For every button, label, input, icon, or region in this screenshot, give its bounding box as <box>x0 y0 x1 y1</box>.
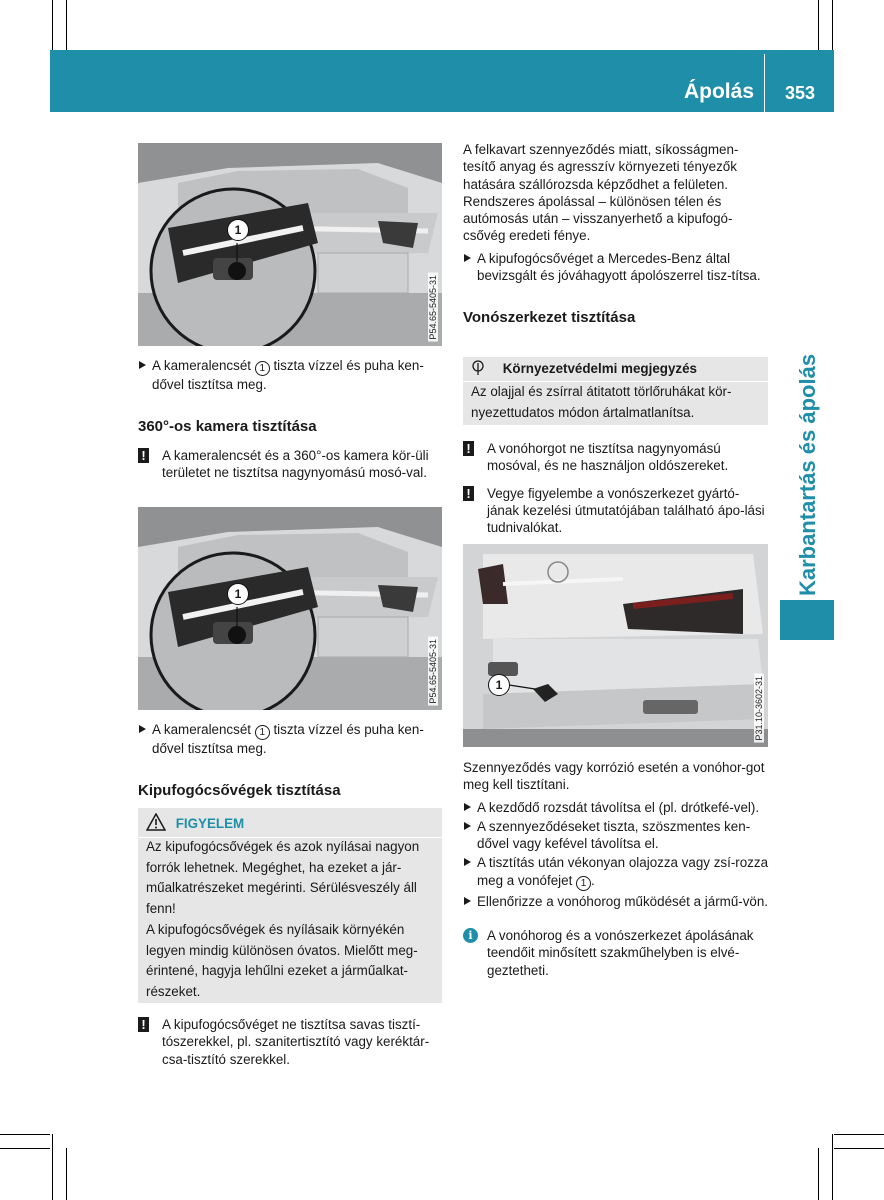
notice-text: Vegye figyelembe a vonószerkezet gyártó-jának kezelési útmutatójában található ápo-lási tudnivalókat. <box>487 485 765 536</box>
rear-camera-photo <box>138 143 442 346</box>
list-item: A szennyeződéseket tiszta, szöszmentes ken-dővel vagy kefével távolítsa el. <box>463 818 769 853</box>
exclamation-icon: ! <box>463 486 474 501</box>
list-item: A kezdődő rozsdát távolítsa el (pl. drótkefé-vel). <box>463 799 769 816</box>
text-span: tiszta vízzel és puha ken-dővel tisztítsa meg. <box>152 722 424 756</box>
section-heading-exhaust: Kipufogócsővégek tisztítása <box>138 782 341 800</box>
side-tab-label: Karbantartás és ápolás <box>795 353 820 597</box>
rear-camera-photo-2 <box>138 507 442 710</box>
notice-item <box>463 485 769 537</box>
page-title: Ápolás <box>683 80 754 103</box>
notice-item <box>463 440 769 475</box>
warning-header <box>146 813 244 833</box>
list-item <box>463 854 769 890</box>
ref-1-marker: 1 <box>576 876 591 891</box>
crop-mark <box>0 1134 50 1135</box>
section-heading-tow-hitch: Vonószerkezet tisztítása <box>463 309 636 327</box>
notice-text: A kipufogócsővéget ne tisztítsa savas tisztí-tószerekkel, pl. szanitertisztító vagy keréktár-csa-tisztító szerekkel. <box>162 1017 430 1067</box>
crop-mark <box>818 0 819 50</box>
env-note-header <box>471 359 697 380</box>
callout-1: 1 <box>488 674 510 696</box>
tow-hitch-photo <box>463 544 768 747</box>
ref-1-marker: 1 <box>255 725 270 740</box>
list-item: Ellenőrizze a vonóhorog működését a jármű-vön. <box>463 893 769 910</box>
exclamation-icon: ! <box>138 1017 149 1032</box>
left-column-lower <box>138 721 443 800</box>
env-note-title: Környezetvédelmi megjegyzés <box>502 361 697 376</box>
notice-text: A vonóhorgot ne tisztítsa nagynyomású mosóval, és ne használjon oldószereket. <box>487 441 729 474</box>
exclamation-icon: ! <box>463 441 474 456</box>
crop-mark <box>832 0 833 50</box>
callout-1: 1 <box>227 219 249 241</box>
notice-item <box>138 447 443 482</box>
text-span: A kameralencsét <box>152 358 255 373</box>
ref-1-marker: 1 <box>255 361 270 376</box>
info-text: A vonóhorog és a vonószerkezet ápolásának teendőit minősített szakműhelyben is elvé-geztetheti. <box>487 928 754 978</box>
left-column-bottom <box>138 1016 443 1068</box>
crop-mark <box>832 1134 833 1200</box>
environment-note-box <box>463 357 768 425</box>
right-column-notices <box>463 440 769 536</box>
header-divider <box>764 54 765 112</box>
side-tab-marker <box>780 600 834 640</box>
leaf-icon <box>471 360 485 376</box>
section-heading-360-camera: 360°-os kamera tisztítása <box>138 418 317 436</box>
text-span: A kameralencsét <box>152 722 255 737</box>
image-code: P54.65-5405-31 <box>428 275 438 340</box>
info-icon: i <box>463 928 478 943</box>
car-rear-illustration <box>138 507 442 710</box>
warning-triangle-icon <box>146 813 166 831</box>
left-column <box>138 357 443 481</box>
notice-item <box>138 1016 443 1068</box>
intro-paragraph: A felkavart szennyeződés miatt, síkosságmen-tesítő anyag és agresszív környezeti tényezők hatására szállórozsda képződhet a felületen. Rendszeres ápolással – különösen télen és autómosás után – visszanyerhető a kipufogó-csővég eredeti fénye. <box>463 142 739 244</box>
text-span: tiszta vízzel és puha ken-dővel tisztítsa meg. <box>152 358 424 392</box>
list-item <box>138 721 443 757</box>
car-rear-towbar-illustration <box>463 544 768 747</box>
warning-text-1: Az kipufogócsővégek és azok nyílásai nagyon forrók lehetnek. Megéghet, ha ezeket a jár-műalkatrészeket megérinti. Sérülésveszély áll fenn! <box>146 839 420 916</box>
text-span: A tisztítás után vékonyan olajozza vagy zsí-rozza meg a vonófejet <box>477 855 769 888</box>
crop-mark <box>52 1134 53 1200</box>
crop-mark <box>834 1148 884 1149</box>
crop-mark <box>66 1148 67 1200</box>
image-code: P31.10-3602-31 <box>754 676 764 741</box>
notice-text: A kameralencsét és a 360°-os kamera kör-üli területet ne tisztítsa nagynyomású mosó-val. <box>162 447 429 480</box>
env-note-text: Az olajjal és zsírral átitatott törlőruhákat kör-nyezettudatos módon ártalmatlanítsa. <box>471 384 732 420</box>
exclamation-icon: ! <box>138 448 149 463</box>
right-column <box>463 141 769 327</box>
paragraph: Szennyeződés vagy korrózió esetén a vonóhor-got meg kell tisztítani. <box>463 760 765 793</box>
text-span: . <box>591 872 595 888</box>
list-item: A kipufogócsővéget a Mercedes-Benz által bevizsgált és jóváhagyott ápolószerrel tisz-títsa. <box>463 250 769 285</box>
image-code: P54.65-5405-31 <box>428 639 438 704</box>
warning-text-2: A kipufogócsővégek és nyílásaik környékén legyen mindig különösen óvatos. Mielőtt meg-érintené, hagyja lehűlni ezeket a járműalkat-részeket. <box>146 922 418 999</box>
page-number: 353 <box>784 83 816 103</box>
list-item <box>138 357 443 393</box>
info-item <box>463 927 769 979</box>
warning-box <box>138 808 442 1003</box>
crop-mark <box>834 1134 884 1135</box>
crop-mark <box>818 1148 819 1200</box>
right-column-lower <box>463 759 769 979</box>
car-rear-illustration <box>138 143 442 346</box>
callout-1: 1 <box>227 583 249 605</box>
crop-mark <box>52 0 53 50</box>
crop-mark <box>66 0 67 50</box>
warning-title: FIGYELEM <box>175 816 245 831</box>
crop-mark <box>0 1148 50 1149</box>
